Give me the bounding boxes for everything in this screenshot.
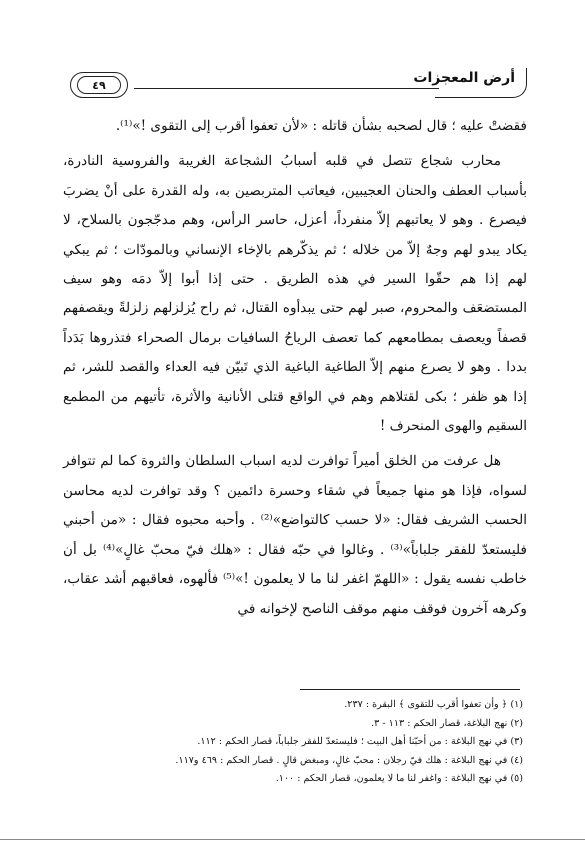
- page-number-badge: [70, 72, 128, 98]
- footnote-2: (٢) نهج البلاغة، قصار الحكم : ١١٣ - ٣.: [371, 717, 523, 729]
- footnote-separator: [300, 689, 520, 690]
- paragraph-3: هل عرفت من الخلق أميراً توافرت لديه اسباب السلطان والثروة كما لم تتوافر لسواه، فإذا هو منها جميعاً في شقاء وحسرة دائمين ؟ وقد توافرت لديه محاسن الحسب الشريف فقال: «لا حسب كالتواضع»⁽²⁾ . وأحبه محبوه فقال : «من أحبني فليستعدّ للفقر جلباباً»⁽³⁾ . وغالوا في حبّه فقال : «هلك فيّ محبّ غالٍ»⁽⁴⁾ بل أن خاطب نفسه يقول : «اللهمّ اغفر لنا ما لا يعلمون !»⁽⁵⁾ فألهوه، فعاقبهم أشد عقاب، وكرهه آخرون فوقف منهم موقف الناصح لإخوانه في: [63, 453, 527, 617]
- paragraph-1: فقضتْ عليه ؛ قال لصحبه بشأن قاتله : «لأن تعفوا أقرب إلى التقوى !»⁽¹⁾.: [115, 118, 527, 134]
- footnote-5: (٥) في نهج البلاغة : واغفر لنا ما لا يعلمون، قصار الحكم : ١٠٠.: [275, 773, 523, 784]
- footnote-1: (١) ﴿ وأن تعفوا أقرب للتقوى ﴾ البقرة : ٢٣٧.: [344, 699, 523, 710]
- footnotes: [63, 696, 523, 789]
- header-rule: [134, 88, 439, 89]
- body-text: [63, 112, 527, 624]
- bottom-edge-rule: [0, 839, 585, 840]
- footnote-4: (٤) في نهج البلاغة : هلك فيّ رجلان : محبّ غالٍ، ومبغض قالٍ . قصار الحكم : ٤٦٩ و١١٧.: [175, 754, 523, 766]
- running-header: [62, 62, 527, 102]
- paragraph-2: محارب شجاع تتصل في قلبه أسبابُ الشجاعة الغريبة والفروسية النادرة، بأسباب العطف والحنان العجيبين، فيعاتب المتربصين به، وله القدرة على أنْ يضربَ فيصرع . وهو لا يعاتبهم إلاّ منفرداً، أعزل، حاسر الرأس، وهم مدجّجون بالسلاح، لا يكاد يبدو لهم وجهٌ إلاّ من خلاله ؛ ثم يذكّرهم بالإخاء الإنساني وبالمودّات ؛ ثم يبكي لهم إذا هم حقّوا السير في هذه الطريق . حتى إذا أبوا إلاّ دمَه وهو سيف المستضعَف والمحروم، صبر لهم حتى يبدأوه القتال، ثم راح يُزلزلهم زلزلةً ويقصفهم قصفاً ويعصف بمطامعهم كما تعصف الرياحُ السافيات برمال الصحراء فتذروها بَدَداً بددا . وهو لا يصرع منهم إلاّ الطاغية الباغية الذي تَبيّن فيه العداء والقصد للشر، ثم إذا هو ظفر ؛ بكى لقتلاهم وهم في الواقع قتلى الأنانية والأثرة، تأتيهم من المطمع السقيم والهوى المنحرف !: [63, 153, 527, 435]
- running-title: أرض المعجزات: [413, 70, 515, 86]
- page-number: ٤٩: [92, 78, 106, 92]
- footnote-3: (٣) في نهج البلاغة : من أحبّنا أهل البيت ؛ فليستعدّ للفقر جلباباً، قصار الحكم : ١١٢.: [197, 736, 523, 747]
